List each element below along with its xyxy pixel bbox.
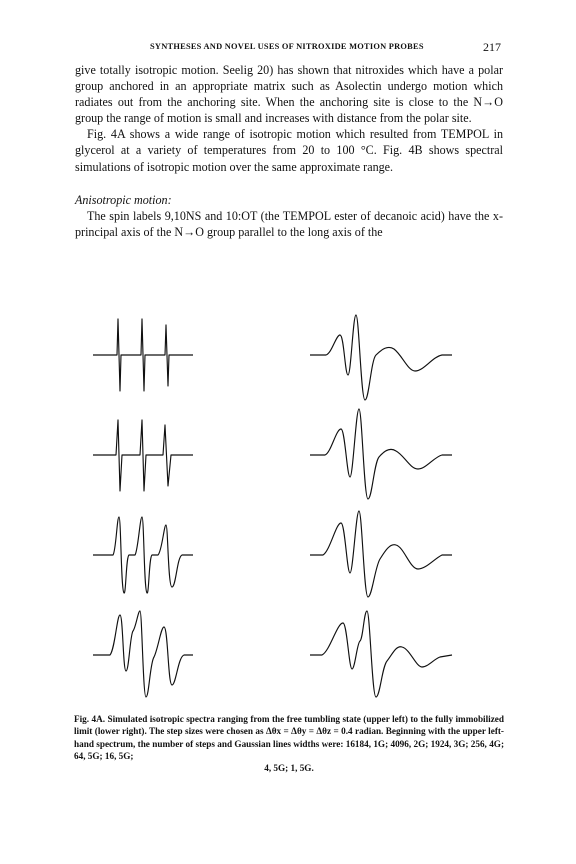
spectrum-right-2 xyxy=(310,409,452,499)
spectrum-left-4 xyxy=(93,611,193,697)
body-text xyxy=(75,62,503,240)
paragraph-1: give totally isotropic motion. Seelig 20) has shown that nitroxides which have a polar group anchored in an appropriate matrix such as Asolectin undergo motion which radiates out from the anchoring site. When the anchoring site is close to the N→O group the range of motion is small and increases with distance from the polar site. xyxy=(75,63,503,126)
running-title: SYNTHESES AND NOVEL USES OF NITROXIDE MOTION PROBES xyxy=(150,42,424,51)
spectrum-left-3 xyxy=(93,517,193,593)
paragraph-3: The spin labels 9,10NS and 10:OT (the TEMPOL ester of decanoic acid) have the x-principal axis of the N→O group parallel to the long axis of the xyxy=(75,208,503,239)
spectrum-left-1 xyxy=(93,319,193,391)
spectrum-right-1 xyxy=(310,315,452,400)
spectra-figure xyxy=(60,305,500,705)
figure-4a xyxy=(60,305,500,710)
section-heading: Anisotropic motion: xyxy=(75,192,172,207)
spectrum-right-4 xyxy=(310,611,452,697)
caption-label: Fig. 4A. xyxy=(74,714,106,724)
paragraph-2: Fig. 4A shows a wide range of isotropic motion which resulted from TEMPOL in glycerol at a variety of temperatures from 20 to 100 °C. Fig. 4B shows spectral simulations of isotropic motion over the same approximate range. xyxy=(75,127,503,174)
figure-caption xyxy=(74,713,504,774)
spectrum-left-2 xyxy=(93,420,193,491)
caption-text: Simulated isotropic spectra ranging from the free tumbling state (upper left) to the fully immobilized limit (lower right). The step sizes were chosen as Δθx = Δθy = Δθz = 0.4 radian. Beginning with the upper left-hand spectrum, the number of steps and Gaussian lines widths were: 16184, 1G; 4096, 2G; 1924, 3G; 256, 4G; 64, 5G; 16, 5G; xyxy=(74,714,504,761)
page-number: 217 xyxy=(483,40,501,54)
running-head xyxy=(0,40,576,56)
caption-last-line: 4, 5G; 1, 5G. xyxy=(264,763,314,774)
spectrum-right-3 xyxy=(310,511,452,597)
